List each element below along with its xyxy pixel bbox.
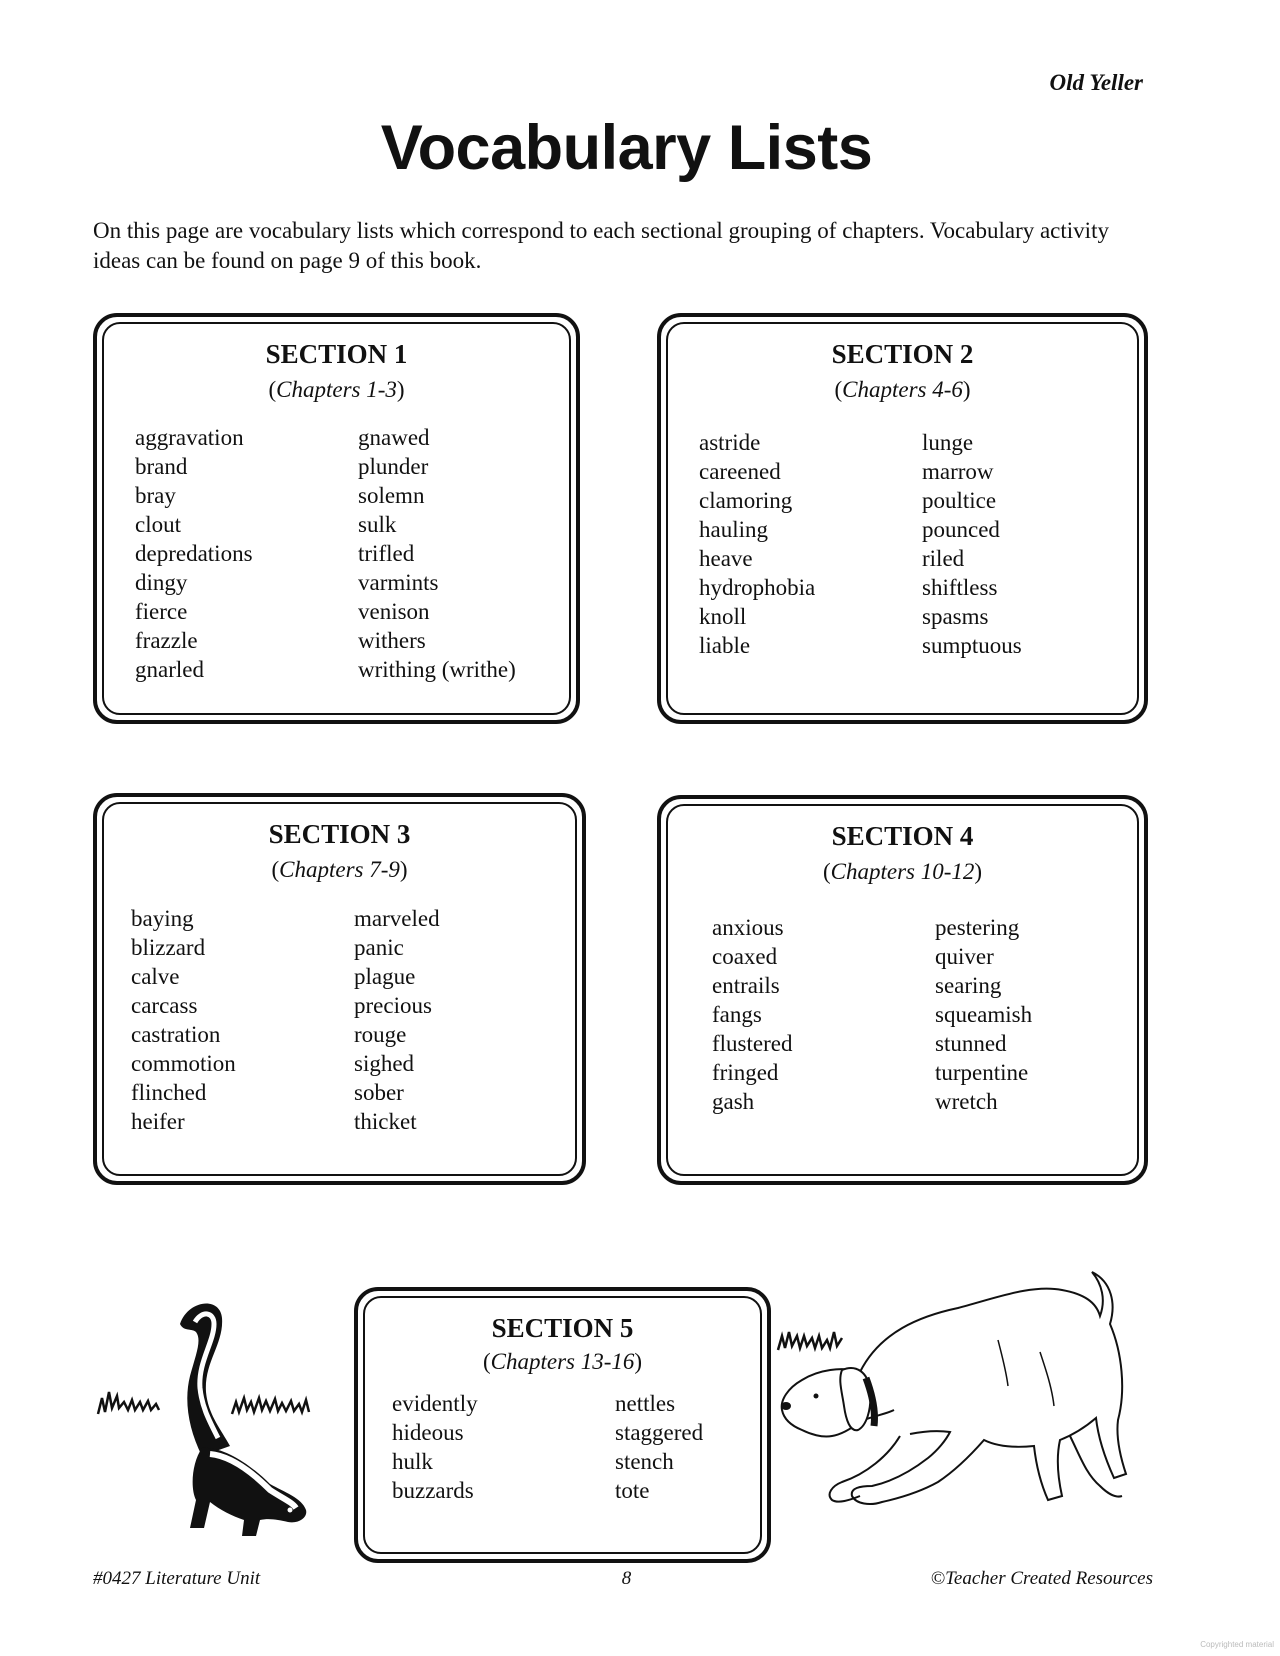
vocab-word: squeamish (935, 1002, 1033, 1027)
vocab-word: plunder (358, 454, 429, 479)
vocab-word: hideous (392, 1420, 464, 1445)
dog-illustration-icon (770, 1260, 1130, 1535)
vocab-word: marrow (922, 459, 994, 484)
vocab-word: pounced (922, 517, 1000, 542)
book-title: Old Yeller (1049, 70, 1143, 95)
skunk-illustration-icon (92, 1296, 352, 1541)
vocab-word: plague (354, 964, 416, 989)
vocab-word: flinched (131, 1080, 207, 1105)
vocab-word: anxious (712, 915, 784, 940)
vocab-word: bray (135, 483, 176, 508)
section-box-1 (93, 313, 580, 724)
word-list-left (712, 913, 792, 1116)
footer-page-number: 8 (621, 1568, 632, 1589)
vocab-word: fringed (712, 1060, 779, 1085)
vocab-word: venison (358, 599, 430, 624)
vocab-word: astride (699, 430, 761, 455)
section-chapters: (Chapters 7-9) (271, 857, 408, 882)
vocab-word: flustered (712, 1031, 793, 1056)
word-list-left (392, 1389, 478, 1505)
word-list-right (935, 913, 1032, 1116)
vocab-word: baying (131, 906, 194, 931)
vocab-word: precious (354, 993, 432, 1018)
vocab-word: spasms (922, 604, 989, 629)
word-list-left (131, 904, 236, 1136)
vocab-word: evidently (392, 1391, 478, 1416)
section-chapters: (Chapters 4-6) (834, 377, 971, 402)
vocab-word: frazzle (135, 628, 198, 653)
section-box-2 (657, 313, 1148, 724)
vocab-word: tote (615, 1478, 650, 1503)
word-list-right (358, 423, 516, 684)
vocab-word: fierce (135, 599, 188, 624)
vocab-word: coaxed (712, 944, 778, 969)
vocab-word: staggered (615, 1420, 704, 1445)
vocab-word: poultice (922, 488, 997, 513)
vocab-word: sumptuous (922, 633, 1022, 658)
vocab-word: stench (615, 1449, 674, 1474)
copyright-mark: Copyrighted material (1200, 1640, 1274, 1649)
section-box-5 (354, 1287, 771, 1563)
vocab-word: liable (699, 633, 751, 658)
vocab-word: searing (935, 973, 1002, 998)
vocab-word: thicket (354, 1109, 417, 1134)
section-title: SECTION 5 (491, 1313, 634, 1343)
vocab-word: sober (354, 1080, 404, 1105)
vocab-word: calve (131, 964, 180, 989)
page-title: Vocabulary Lists (380, 113, 873, 183)
vocab-word: quiver (935, 944, 994, 969)
vocab-word: hydrophobia (699, 575, 816, 600)
vocab-word: sulk (358, 512, 397, 537)
vocab-word: panic (354, 935, 404, 960)
intro-paragraph: On this page are vocabulary lists which correspond to each sectional grouping of chapters. Vocabulary activity ideas can be found on page 9 of this book. (93, 218, 1109, 273)
section-box-4 (657, 795, 1148, 1185)
vocab-word: carcass (131, 993, 198, 1018)
section-title: SECTION 2 (831, 339, 974, 369)
section-box-3 (93, 793, 586, 1185)
vocab-word: marveled (354, 906, 440, 931)
word-list-left (135, 423, 253, 684)
vocab-word: aggravation (135, 425, 244, 450)
word-list-left (699, 428, 815, 660)
vocab-word: clamoring (699, 488, 793, 513)
section-title: SECTION 1 (265, 339, 408, 369)
vocab-word: riled (922, 546, 965, 571)
section-chapters: (Chapters 13-16) (482, 1349, 643, 1374)
vocab-word: stunned (935, 1031, 1007, 1056)
vocab-word: writhing (writhe) (358, 657, 516, 682)
vocab-word: turpentine (935, 1060, 1029, 1085)
section-title: SECTION 4 (831, 821, 974, 851)
word-list-right (354, 904, 440, 1136)
section-chapters: (Chapters 10-12) (822, 859, 983, 884)
vocab-word: heifer (131, 1109, 185, 1134)
vocab-word: wretch (935, 1089, 998, 1114)
vocab-word: withers (358, 628, 426, 653)
vocab-word: clout (135, 512, 181, 537)
vocab-word: buzzards (392, 1478, 474, 1503)
word-list-right (922, 428, 1022, 660)
word-list-right (615, 1389, 703, 1505)
vocab-word: commotion (131, 1051, 236, 1076)
vocab-word: fangs (712, 1002, 762, 1027)
vocab-word: hulk (392, 1449, 433, 1474)
vocab-word: rouge (354, 1022, 407, 1047)
vocab-word: careened (699, 459, 781, 484)
vocab-word: shiftless (922, 575, 998, 600)
vocab-word: castration (131, 1022, 221, 1047)
vocab-word: hauling (699, 517, 768, 542)
vocab-word: dingy (135, 570, 188, 595)
vocab-word: lunge (922, 430, 974, 455)
vocab-word: pestering (935, 915, 1020, 940)
vocab-word: depredations (135, 541, 253, 566)
vocab-word: gnarled (135, 657, 204, 682)
section-chapters: (Chapters 1-3) (268, 377, 405, 402)
vocab-word: entrails (712, 973, 780, 998)
footer-unit: #0427 Literature Unit (93, 1568, 261, 1589)
vocab-word: solemn (358, 483, 425, 508)
vocab-word: blizzard (131, 935, 206, 960)
vocab-word: brand (135, 454, 188, 479)
vocab-word: gnawed (358, 425, 430, 450)
vocab-word: trifled (358, 541, 415, 566)
vocab-word: heave (699, 546, 753, 571)
vocab-word: varmints (358, 570, 439, 595)
vocab-word: nettles (615, 1391, 676, 1416)
vocab-word: knoll (699, 604, 747, 629)
vocab-word: sighed (354, 1051, 415, 1076)
section-title: SECTION 3 (268, 819, 411, 849)
footer-publisher: ©Teacher Created Resources (930, 1568, 1153, 1589)
vocab-word: gash (712, 1089, 755, 1114)
